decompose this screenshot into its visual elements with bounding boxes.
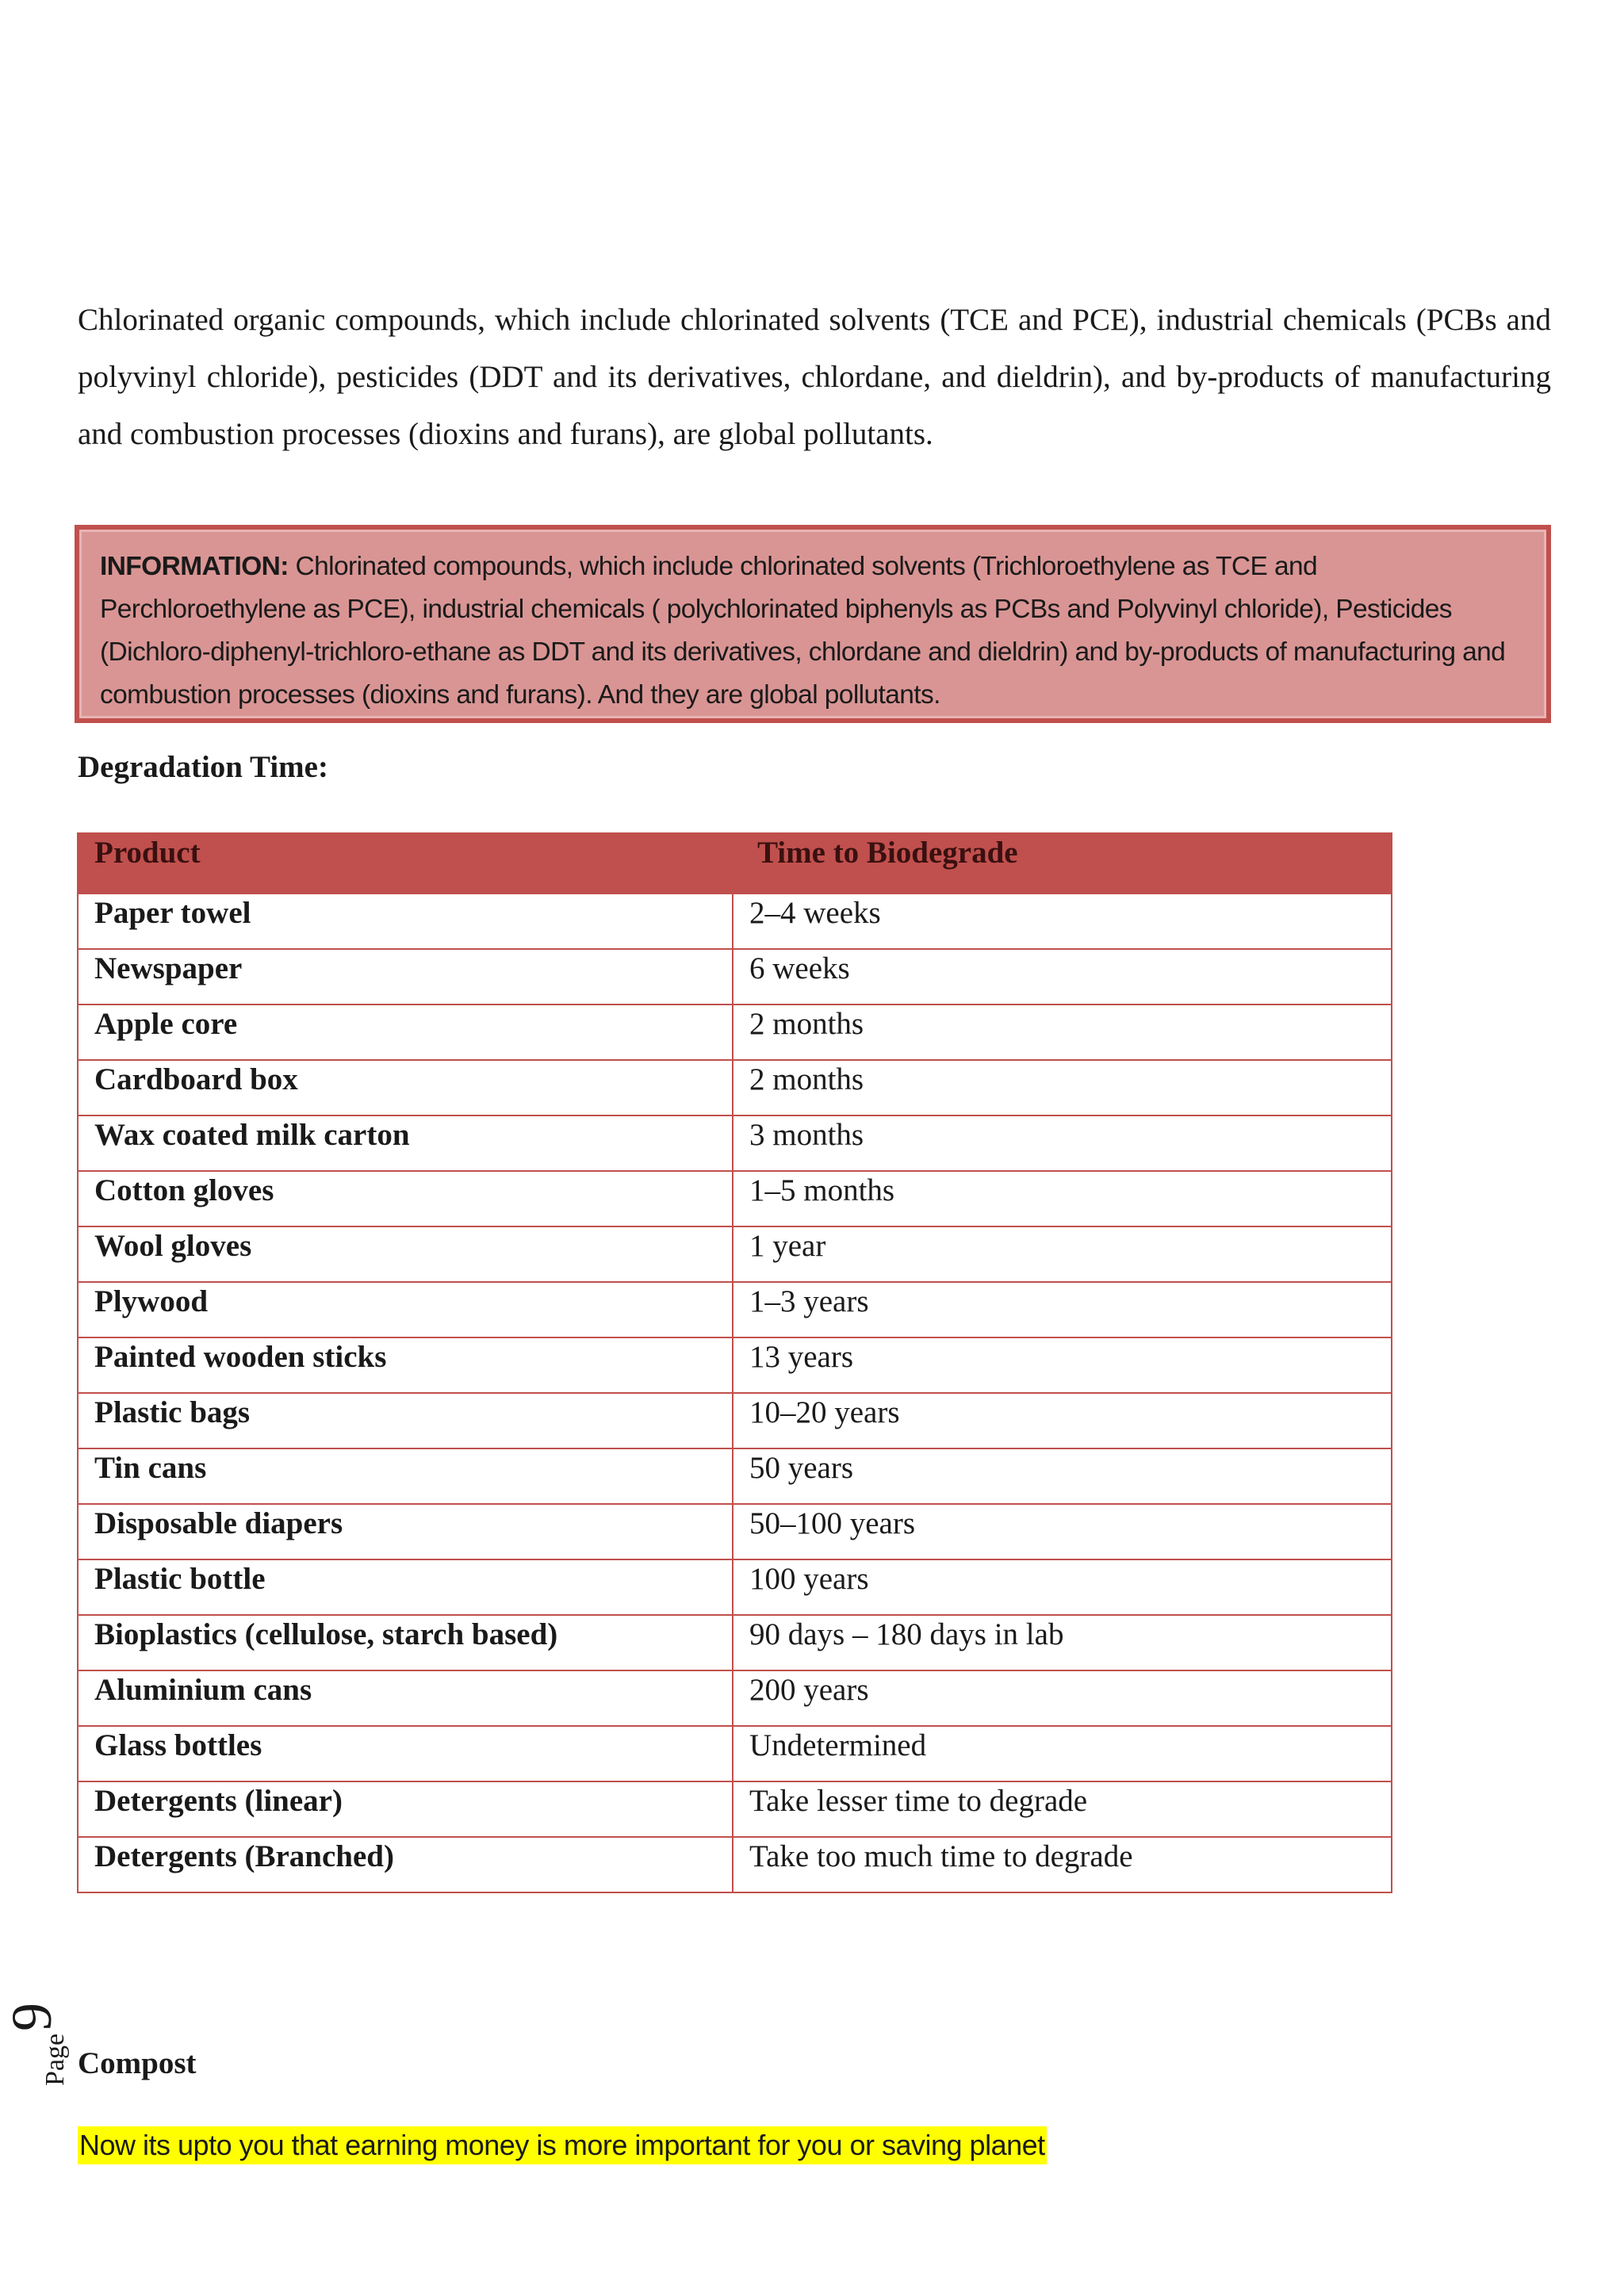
table-row [78, 1726, 1392, 1781]
degrade-time-cell: 1–3 years [733, 1282, 1392, 1337]
table-row [78, 1282, 1392, 1337]
table-body [78, 894, 1392, 1892]
product-cell: Wax coated milk carton [78, 1115, 733, 1171]
degradation-table [77, 832, 1392, 1893]
page-number: 9 [0, 2003, 63, 2031]
intro-paragraph: Chlorinated organic compounds, which include chlorinated solvents (TCE and PCE), industrial chemicals (PCBs and polyvinyl chloride), pesticides (DDT and its derivatives, chlordane, and dieldrin), and by-products of manufacturing and combustion processes (dioxins and furans), are global pollutants. [78, 303, 1551, 451]
degrade-time-cell: 10–20 years [733, 1393, 1392, 1448]
highlighted-note: Now its upto you that earning money is more important for you or saving planet [78, 2126, 1047, 2164]
table-row [78, 1060, 1392, 1115]
information-box [75, 525, 1551, 723]
table-row [78, 1670, 1392, 1726]
product-cell: Wool gloves [78, 1226, 733, 1282]
table-row [78, 1226, 1392, 1282]
table-header-row [78, 833, 1392, 894]
product-cell: Paper towel [78, 894, 733, 949]
page-word: Page [40, 2033, 70, 2087]
table-row [78, 894, 1392, 949]
table-row [78, 1504, 1392, 1559]
product-cell: Detergents (Branched) [78, 1837, 733, 1892]
product-cell: Bioplastics (cellulose, starch based) [78, 1615, 733, 1670]
product-cell: Plastic bags [78, 1393, 733, 1448]
table-row [78, 1393, 1392, 1448]
degrade-time-cell: 2–4 weeks [733, 894, 1392, 949]
product-cell: Newspaper [78, 949, 733, 1004]
table-row [78, 949, 1392, 1004]
degrade-time-cell: Undetermined [733, 1726, 1392, 1781]
table-row [78, 1559, 1392, 1615]
information-label: INFORMATION: [100, 552, 289, 581]
product-cell: Plywood [78, 1282, 733, 1337]
table-row [78, 1615, 1392, 1670]
product-cell: Plastic bottle [78, 1559, 733, 1615]
product-cell: Painted wooden sticks [78, 1337, 733, 1393]
degrade-time-cell: 100 years [733, 1559, 1392, 1615]
information-text: Chlorinated compounds, which include chlorinated solvents (Trichloroethylene as TCE and Perchloroethylene as PCE), industrial chemicals ( polychlorinated biphenyls as PCBs and Polyvinyl chloride), Pesticides (Dichloro-diphenyl-trichloro-ethane as DDT and its derivatives, chlordane and dieldrin) and by-products of manufacturing and combustion processes (dioxins and furans). And they are global pollutants. [100, 552, 1506, 710]
degrade-time-cell: Take too much time to degrade [733, 1837, 1392, 1892]
degrade-time-cell: 200 years [733, 1670, 1392, 1726]
degrade-time-cell: 2 months [733, 1004, 1392, 1060]
degrade-time-cell: 13 years [733, 1337, 1392, 1393]
degrade-time-cell: 90 days – 180 days in lab [733, 1615, 1392, 1670]
product-cell: Tin cans [78, 1448, 733, 1504]
degrade-time-cell: 50–100 years [733, 1504, 1392, 1559]
table-row [78, 1337, 1392, 1393]
header-product: Product [78, 833, 733, 894]
degradation-time-heading: Degradation Time: [78, 750, 328, 784]
degrade-time-cell: 6 weeks [733, 949, 1392, 1004]
degrade-time-cell: Take lesser time to degrade [733, 1781, 1392, 1837]
degrade-time-cell: 1–5 months [733, 1171, 1392, 1226]
table-row [78, 1781, 1392, 1837]
table-row [78, 1837, 1392, 1892]
product-cell: Glass bottles [78, 1726, 733, 1781]
product-cell: Cotton gloves [78, 1171, 733, 1226]
degrade-time-cell: 1 year [733, 1226, 1392, 1282]
product-cell: Detergents (linear) [78, 1781, 733, 1837]
header-time-to-biodegrade: Time to Biodegrade [733, 833, 1392, 894]
degrade-time-cell: 2 months [733, 1060, 1392, 1115]
page-number-label [0, 1998, 70, 2125]
degrade-time-cell: 50 years [733, 1448, 1392, 1504]
product-cell: Aluminium cans [78, 1670, 733, 1726]
product-cell: Disposable diapers [78, 1504, 733, 1559]
product-cell: Apple core [78, 1004, 733, 1060]
table-row [78, 1004, 1392, 1060]
table-row [78, 1448, 1392, 1504]
product-cell: Cardboard box [78, 1060, 733, 1115]
compost-heading: Compost [78, 2046, 197, 2080]
table-row [78, 1171, 1392, 1226]
table-row [78, 1115, 1392, 1171]
degrade-time-cell: 3 months [733, 1115, 1392, 1171]
